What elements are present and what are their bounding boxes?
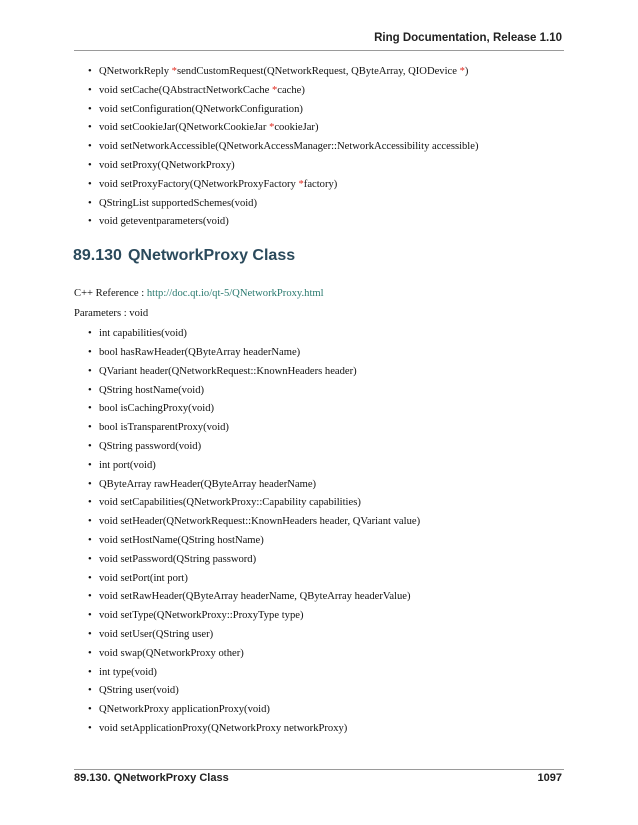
section-number: 89.130 — [73, 247, 122, 265]
list-item: • void setCache(QAbstractNetworkCache *cache) — [74, 82, 564, 101]
list-item: • void swap(QNetworkProxy other) — [74, 645, 564, 664]
list-item: • void setProxyFactory(QNetworkProxyFactory *factory) — [74, 176, 564, 195]
list-item: • int port(void) — [74, 457, 564, 476]
list-item: • int type(void) — [74, 664, 564, 683]
list-item: • void setApplicationProxy(QNetworkProxy networkProxy) — [74, 720, 564, 739]
list-item: • void setCookieJar(QNetworkCookieJar *cookieJar) — [74, 119, 564, 138]
list-item: • void setNetworkAccessible(QNetworkAccessManager::NetworkAccessibility accessible) — [74, 138, 564, 157]
page-number: 1097 — [537, 772, 562, 784]
list-item: • void setProxy(QNetworkProxy) — [74, 157, 564, 176]
section-heading — [73, 246, 564, 266]
footer-section-title: 89.130. QNetworkProxy Class — [74, 772, 229, 784]
page-content — [74, 63, 564, 739]
page-header-title: Ring Documentation, Release 1.10 — [374, 32, 562, 44]
list-item: • QString password(void) — [74, 438, 564, 457]
method-list — [74, 325, 564, 739]
list-item: • QStringList supportedSchemes(void) — [74, 195, 564, 214]
list-item: • void setCapabilities(QNetworkProxy::Capability capabilities) — [74, 494, 564, 513]
footer-divider — [74, 769, 564, 770]
list-item: • QString user(void) — [74, 682, 564, 701]
list-item: • QNetworkReply *sendCustomRequest(QNetworkRequest, QByteArray, QIODevice *) — [74, 63, 564, 82]
list-item: • void setConfiguration(QNetworkConfiguration) — [74, 101, 564, 120]
list-item: • QByteArray rawHeader(QByteArray headerName) — [74, 476, 564, 495]
list-item: • void setPort(int port) — [74, 570, 564, 589]
list-item: • bool isCachingProxy(void) — [74, 400, 564, 419]
section-title: QNetworkProxy Class — [127, 247, 296, 265]
list-item: • bool isTransparentProxy(void) — [74, 419, 564, 438]
reference-label: C++ Reference : — [74, 288, 147, 300]
list-item: • void setHostName(QString hostName) — [74, 532, 564, 551]
list-item: • QNetworkProxy applicationProxy(void) — [74, 701, 564, 720]
top-method-list — [74, 63, 564, 232]
list-item: • QString hostName(void) — [74, 382, 564, 401]
list-item: • int capabilities(void) — [74, 325, 564, 344]
list-item: • QVariant header(QNetworkRequest::KnownHeaders header) — [74, 363, 564, 382]
list-item: • bool hasRawHeader(QByteArray headerName) — [74, 344, 564, 363]
reference-link[interactable]: http://doc.qt.io/qt-5/QNetworkProxy.html — [146, 288, 324, 300]
list-item: • void geteventparameters(void) — [74, 213, 564, 232]
list-item: • void setUser(QString user) — [74, 626, 564, 645]
list-item: • void setPassword(QString password) — [74, 551, 564, 570]
list-item: • void setHeader(QNetworkRequest::KnownHeaders header, QVariant value) — [74, 513, 564, 532]
cpp-reference — [74, 284, 564, 304]
list-item: • void setRawHeader(QByteArray headerName, QByteArray headerValue) — [74, 588, 564, 607]
parameters-line: Parameters : void — [74, 308, 149, 320]
list-item: • void setType(QNetworkProxy::ProxyType type) — [74, 607, 564, 626]
header-divider — [74, 50, 564, 51]
